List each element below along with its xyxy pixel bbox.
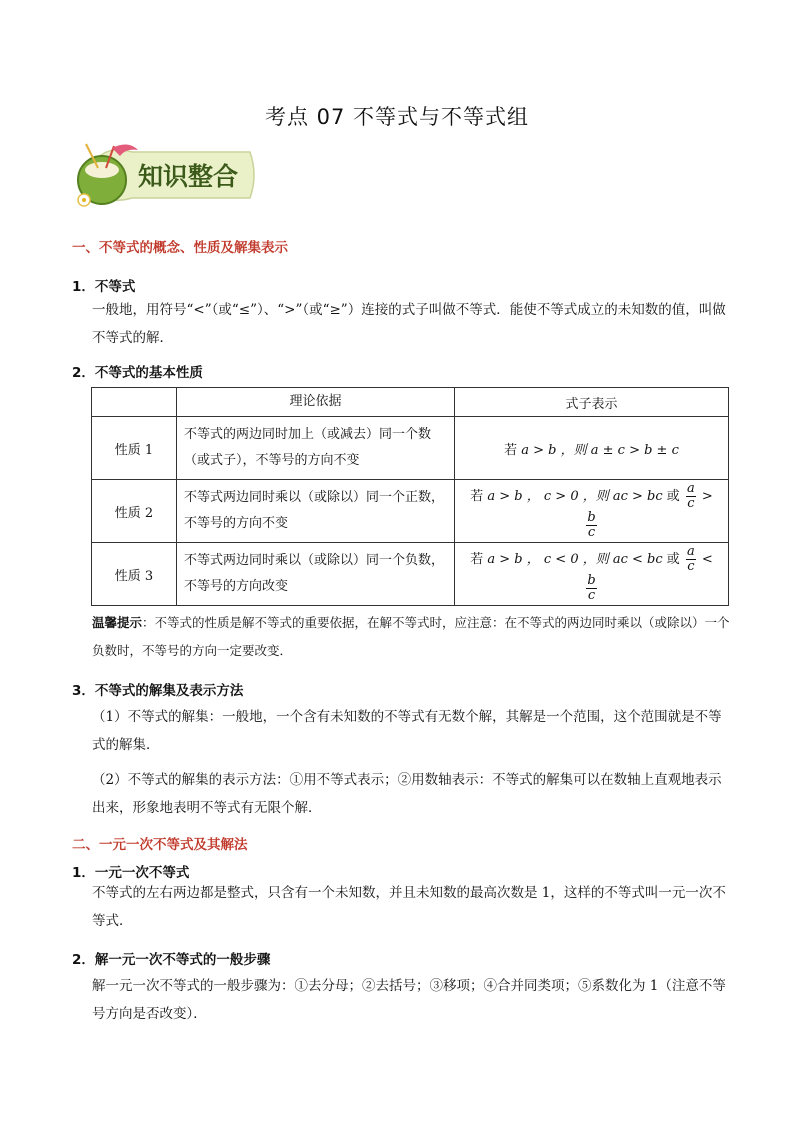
property-formula [455, 480, 729, 543]
properties-table [91, 387, 729, 606]
tip-label: 温馨提示 [92, 615, 143, 630]
badge-text: 知识整合 [138, 162, 239, 191]
formula-prefix: 若 [470, 552, 484, 567]
heading-solution-set: 3．不等式的解集及表示方法 [72, 683, 244, 699]
property-basis: 不等式两边同时乘以（或除以）同一个负数，不等号的方向改变 [177, 543, 455, 606]
table-row [92, 417, 729, 480]
property-name: 性质 1 [92, 417, 177, 480]
fraction-a-over-c: $\frac{a}{c}$ [686, 481, 695, 511]
formula-prefix: 若 [504, 442, 518, 458]
fraction-b-over-c: $\frac{b}{c}$ [587, 510, 596, 540]
warm-tip [92, 609, 732, 665]
paragraph-definition: 一般地，用符号“<”（或“≤”）、“>”（或“≥”）连接的式子叫做不等式．能使不等式成立的未知数的值，叫做不等式的解． [92, 302, 726, 346]
table-header-row [92, 388, 729, 417]
tip-text: ：不等式的性质是解不等式的重要依据，在解不等式时，应注意：在不等式的两边同时乘以（或除以）一个负数时，不等号的方向一定要改变． [92, 615, 730, 658]
page-title: 考点 07 不等式与不等式组 [264, 105, 530, 129]
property-basis: 不等式的两边同时加上（或减去）同一个数（或式子），不等号的方向不变 [177, 417, 455, 480]
property-name: 性质 3 [92, 543, 177, 606]
property-basis: 不等式两边同时乘以（或除以）同一个正数，不等号的方向不变 [177, 480, 455, 543]
heading-inequality: 1．不等式 [72, 279, 136, 295]
table-header-cell: 式子表示 [455, 388, 729, 417]
formula-text: a > b ， c > 0 ，则 ac > bc [487, 489, 663, 504]
property-name: 性质 2 [92, 480, 177, 543]
knowledge-badge [72, 140, 258, 210]
heading-linear-inequality: 1．一元一次不等式 [72, 865, 190, 881]
paragraph-linear-inequality: 不等式的左右两边都是整式，只含有一个未知数，并且未知数的最高次数是 1，这样的不等式叫一元一次不等式． [92, 885, 726, 929]
paragraph-steps: 解一元一次不等式的一般步骤为：①去分母；②去括号；③移项；④合并同类项；⑤系数化为 1（注意不等号方向是否改变）． [92, 978, 726, 1022]
table-row [92, 480, 729, 543]
formula-text: a > b ，则 a ± c > b ± c [521, 442, 679, 458]
comparison-sign: < [701, 552, 713, 567]
paragraph-solution-set: （1）不等式的解集：一般地，一个含有未知数的不等式有无数个解，其解是一个范围，这个范围就是不等式的解集． [92, 709, 722, 753]
fraction-b-over-c: $\frac{b}{c}$ [587, 573, 596, 603]
paragraph-representation: （2）不等式的解集的表示方法：①用不等式表示；②用数轴表示：不等式的解集可以在数轴上直观地表示出来，形象地表明不等式有无限个解． [92, 772, 722, 816]
heading-properties: 2．不等式的基本性质 [72, 365, 203, 381]
formula-or: 或 [666, 489, 680, 504]
table-header-cell: 理论依据 [177, 388, 455, 417]
coconut-icon [72, 140, 258, 210]
property-formula [455, 543, 729, 606]
section-heading-2: 二、一元一次不等式及其解法 [72, 837, 248, 853]
formula-prefix: 若 [470, 489, 484, 504]
formula-or: 或 [666, 552, 680, 567]
fraction-a-over-c: $\frac{a}{c}$ [686, 544, 695, 574]
table-row [92, 543, 729, 606]
table-header-cell [92, 388, 177, 417]
comparison-sign: > [701, 489, 713, 504]
heading-steps: 2．解一元一次不等式的一般步骤 [72, 952, 271, 968]
formula-text: a > b ， c < 0 ，则 ac < bc [487, 552, 663, 567]
section-heading-1: 一、不等式的概念、性质及解集表示 [72, 240, 288, 256]
property-formula [455, 417, 729, 480]
